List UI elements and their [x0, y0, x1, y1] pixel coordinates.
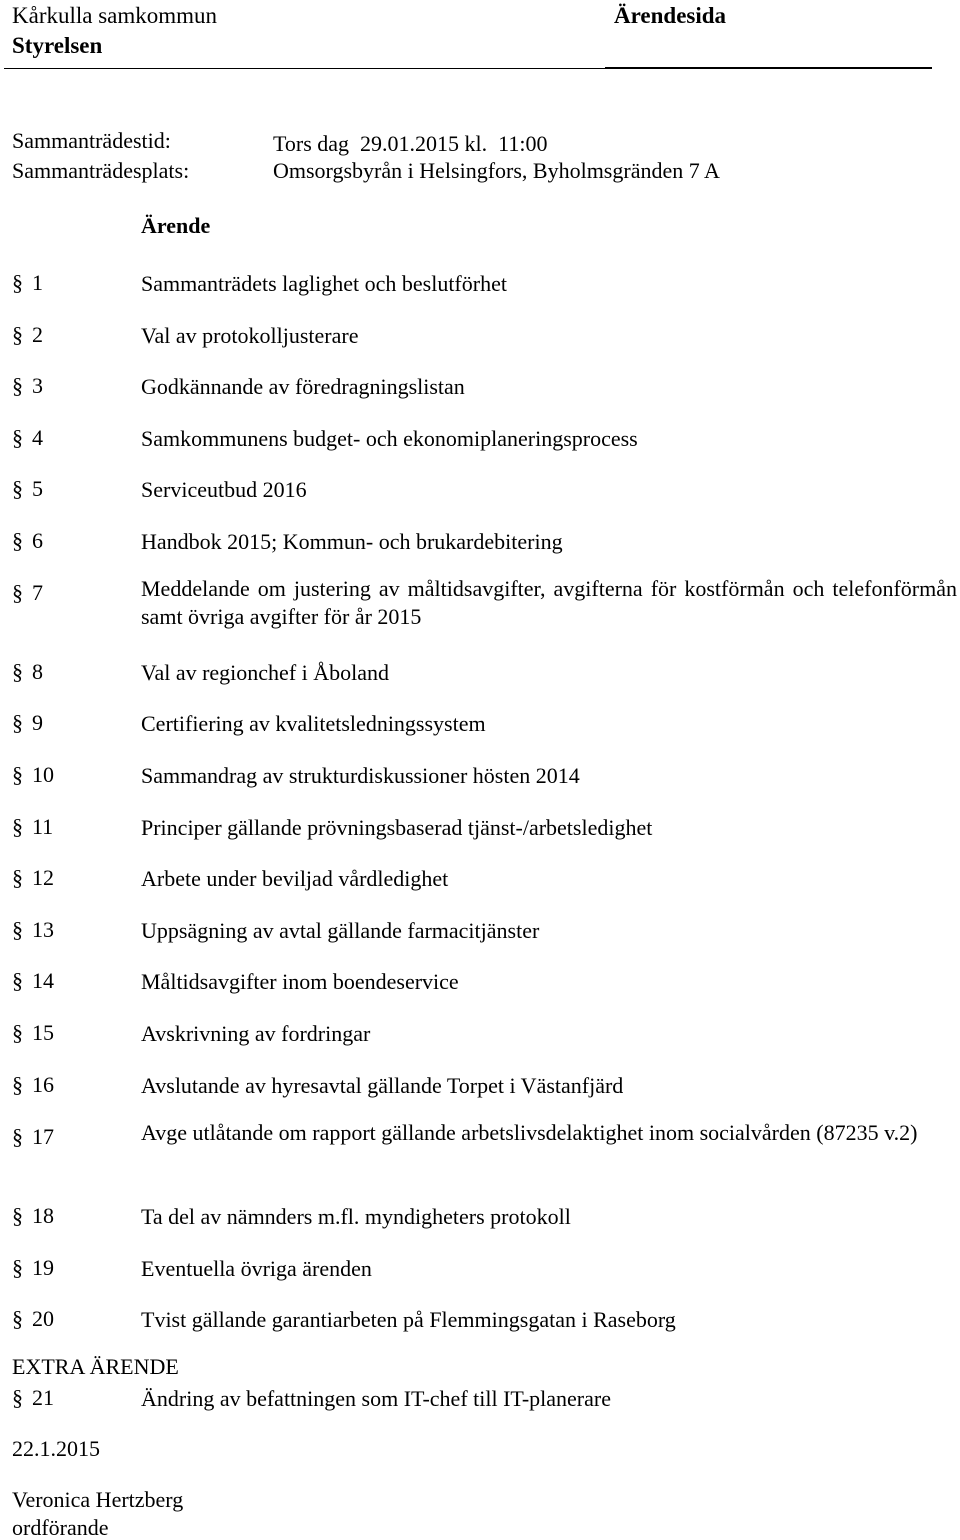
agenda-item-number: [12, 1203, 54, 1229]
agenda-item-number: [12, 710, 43, 736]
section-symbol: §: [12, 425, 23, 450]
organization-name: Kårkulla samkommun: [12, 3, 218, 28]
section-symbol: §: [12, 917, 23, 942]
meeting-place-value: Omsorgsbyrån i Helsingfors, Byholmsgränden 7 A: [273, 158, 720, 183]
section-symbol: §: [12, 528, 23, 553]
agenda-item-text: Godkännande av föredragningslistan: [141, 374, 465, 399]
item-number: 15: [32, 1020, 54, 1045]
header-divider-thick: [605, 67, 932, 69]
agenda-item-number: [12, 1255, 54, 1281]
section-symbol: §: [12, 476, 23, 501]
agenda-item-text: Val av regionchef i Åboland: [141, 660, 390, 685]
item-number: 19: [32, 1255, 54, 1280]
item-number: 2: [32, 322, 43, 347]
item-number: 7: [32, 580, 43, 605]
item-number: 14: [32, 968, 54, 993]
item-number: 9: [32, 710, 43, 735]
section-symbol: §: [12, 1124, 23, 1149]
agenda-item-number: [12, 476, 43, 502]
item-number: 8: [32, 659, 43, 684]
item-number: 20: [32, 1306, 54, 1331]
section-symbol: §: [12, 1072, 23, 1097]
page-type-label: Ärendesida: [614, 3, 727, 28]
agenda-item-text: Arbete under beviljad vårdledighet: [141, 866, 449, 891]
meeting-time-value: Tors dag 29.01.2015 kl. 11:00: [273, 131, 548, 156]
item-number: 18: [32, 1203, 54, 1228]
agenda-item-number: [12, 917, 54, 943]
item-number: 12: [32, 865, 54, 890]
agenda-item-number: [12, 1385, 54, 1411]
agenda-item-text: Meddelande om justering av måltidsavgifter, avgifterna för kostförmån och telefonförmån samt övriga avgifter för år 2015: [141, 576, 957, 629]
agenda-item-text: Avskrivning av fordringar: [141, 1021, 371, 1046]
section-symbol: §: [12, 968, 23, 993]
item-number: 6: [32, 528, 43, 553]
section-symbol: §: [12, 1255, 23, 1280]
agenda-item-number: [12, 580, 43, 606]
agenda-item-text: Måltidsavgifter inom boendeservice: [141, 969, 459, 994]
agenda-item-text: Handbok 2015; Kommun- och brukardebitering: [141, 529, 563, 554]
agenda-item-text: Avge utlåtande om rapport gällande arbetslivsdelaktighet inom socialvården (87235 v.2): [141, 1120, 918, 1145]
item-number: 1: [32, 270, 43, 295]
agenda-item-text: Eventuella övriga ärenden: [141, 1256, 372, 1281]
agenda-item-number: [12, 865, 54, 891]
agenda-item-text: Sammandrag av strukturdiskussioner hösten 2014: [141, 763, 580, 788]
section-symbol: §: [12, 270, 23, 295]
agenda-item-text: Uppsägning av avtal gällande farmacitjänster: [141, 918, 540, 943]
agenda-item-number: [12, 1306, 54, 1332]
agenda-item-text: Avslutande av hyresavtal gällande Torpet i Västanfjärd: [141, 1073, 624, 1098]
agenda-item-text: Sammanträdets laglighet och beslutförhet: [141, 271, 507, 296]
agenda-item-number: [12, 659, 43, 685]
agenda-item-number: [12, 373, 43, 399]
section-symbol: §: [12, 1306, 23, 1331]
agenda-item-number: [12, 762, 54, 788]
agenda-item-number: [12, 1072, 54, 1098]
agenda-item-text: Principer gällande prövningsbaserad tjänst-/arbetsledighet: [141, 815, 653, 840]
signature-date: 22.1.2015: [12, 1436, 100, 1461]
item-number: 21: [32, 1385, 54, 1410]
agenda-item-number: [12, 322, 43, 348]
agenda-item-number: [12, 270, 43, 296]
section-symbol: §: [12, 710, 23, 735]
section-symbol: §: [12, 580, 23, 605]
section-symbol: §: [12, 322, 23, 347]
document-header: [12, 4, 217, 57]
section-symbol: §: [12, 762, 23, 787]
agenda-item-text: Ändring av befattningen som IT-chef till IT-planerare: [141, 1386, 611, 1411]
item-number: 4: [32, 425, 43, 450]
item-number: 16: [32, 1072, 54, 1097]
section-symbol: §: [12, 659, 23, 684]
extra-section-label: EXTRA ÄRENDE: [12, 1354, 179, 1379]
agenda-item-number: [12, 528, 43, 554]
agenda-item-text: Samkommunens budget- och ekonomiplaneringsprocess: [141, 426, 638, 451]
agenda-item-text: Val av protokolljusterare: [141, 323, 359, 348]
item-number: 17: [32, 1124, 54, 1149]
agenda-item-text: Tvist gällande garantiarbeten på Flemmingsgatan i Raseborg: [141, 1307, 676, 1332]
item-number: 11: [32, 814, 54, 839]
agenda-item-number: [12, 968, 54, 994]
signatory-name: Veronica Hertzberg: [12, 1487, 184, 1512]
section-symbol: §: [12, 814, 23, 839]
meeting-time-label: Sammanträdestid:: [12, 128, 171, 153]
agenda-item-number: [12, 1020, 54, 1046]
item-number: 13: [32, 917, 54, 942]
section-title: Ärende: [141, 213, 211, 238]
item-number: 3: [32, 373, 43, 398]
agenda-item-text: Ta del av nämnders m.fl. myndigheters protokoll: [141, 1204, 571, 1229]
agenda-item-number: [12, 814, 53, 840]
item-number: 5: [32, 476, 43, 501]
section-symbol: §: [12, 1385, 23, 1410]
agenda-item-number: [12, 425, 43, 451]
agenda-item-number: [12, 1124, 54, 1150]
section-symbol: §: [12, 1203, 23, 1228]
section-symbol: §: [12, 865, 23, 890]
item-number: 10: [32, 762, 54, 787]
signatory-role: ordförande: [12, 1515, 109, 1540]
agenda-item-text: Certifiering av kvalitetsledningssystem: [141, 711, 486, 736]
section-symbol: §: [12, 373, 23, 398]
board-name: Styrelsen: [12, 33, 103, 58]
agenda-item-text: Serviceutbud 2016: [141, 477, 307, 502]
section-symbol: §: [12, 1020, 23, 1045]
meeting-place-label: Sammanträdesplats:: [12, 158, 190, 183]
